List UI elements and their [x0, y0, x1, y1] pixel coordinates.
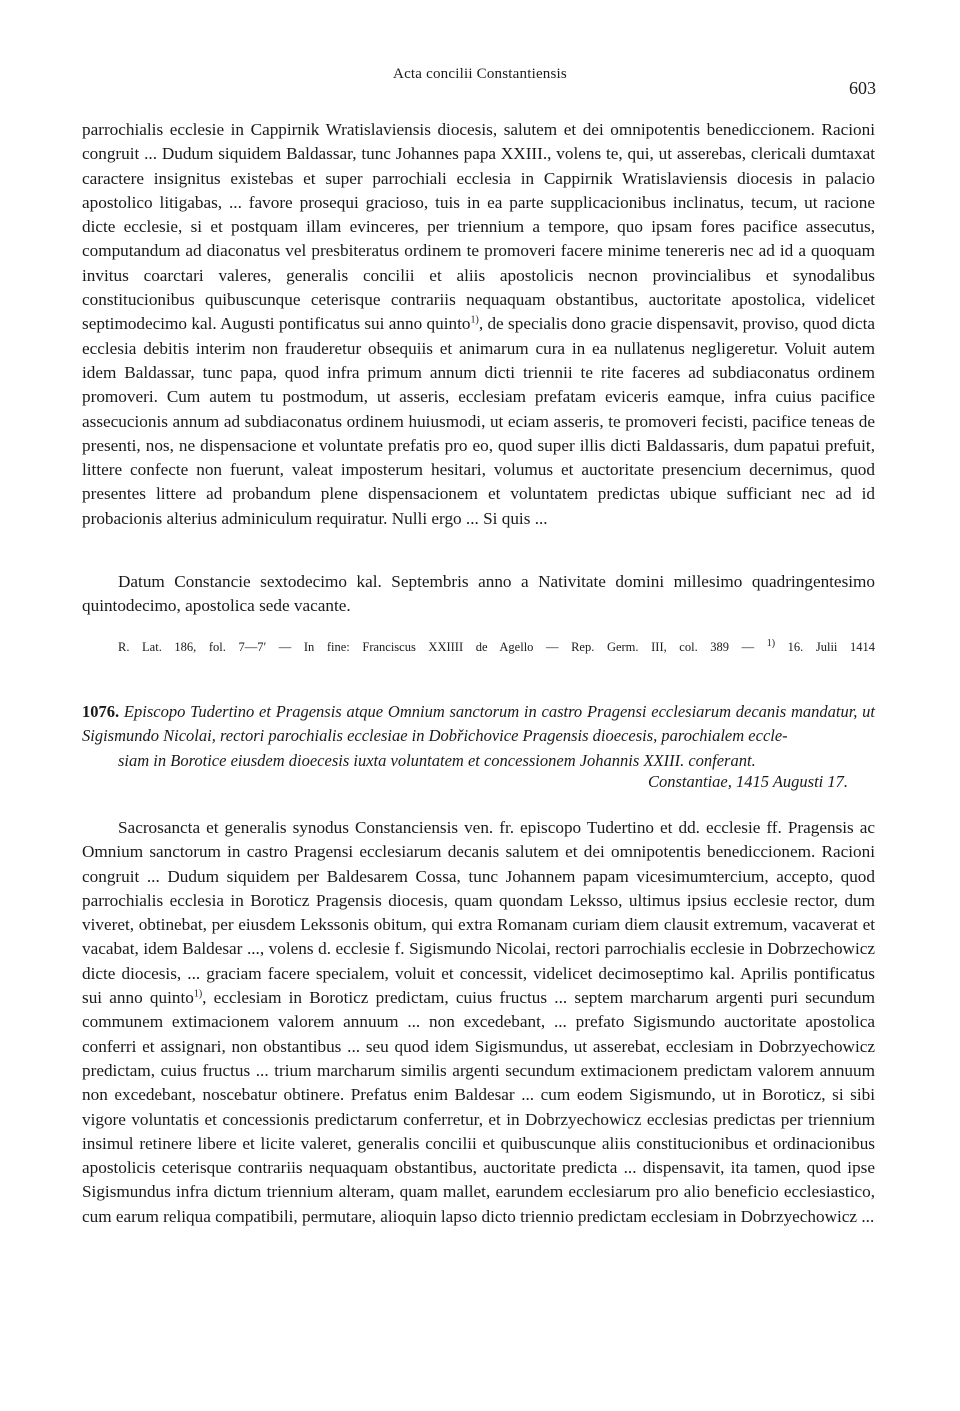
page-number: 603 — [849, 78, 876, 98]
document-regest: Episcopo Tudertino et Pragensis atque Omnium sanctorum in castro Pragensi ecclesiarum decanis mandatur, ut Sigismundo Nicolai, rectori parochialis ecclesiae in Dobřichovice Pragensis dioecesis, parochialem eccle- — [82, 702, 876, 746]
paragraph-text: , ecclesiam in Boroticz predictam, cuius fructus ... septem marcharum argenti puri secundum communem extimacionem valorem annuum ... non excedebant, ... prefato Sigismundo auctoritate apostolica conferri et assignari, non obstantibus ... seu quod idem Sigismundus, ut asserebat, ecclesiam in Dobrzyechowicz predictam, cuius fructus ... trium marcharum similis argenti secundum extimacionem predictam valorem annuum non excedebant, noscebatur obtinere. Prefatus enim Baldesar ... cum eodem Sigismundo, ut in Boroticz, si sibi vigore voluntatis et concessionis predictarum conferretur, et in Dobrzyechowicz ecclesias predictas per triennium insimul retinere libere et licite valeret, generalis concilii et quibuscunque aliis constitucionibus et ordinacionibus apostolicis ceterisque contrariis nequaquam obstantibus, auctoritate predicta ... dispensavit, ita tamen, quod ipse Sigismundus infra dictum triennium alteram, quam mallet, earundem ecclesiarum pro alio beneficio ecclesiastico, cum earum reliqua compatibili, permutare, alioquin lapso dicto triennio predictam ecclesiam in Dobrzyechowicz ... — [82, 988, 875, 1226]
paragraph-text: parrochialis ecclesie in Cappirnik Wratislaviensis diocesis, salutem et dei omnipotentis benediccionem. Racioni congruit ... Dudum siquidem Baldassar, tunc Johannes papa XXIII., volens te, qui, ut asserebas, clericali dumtaxat caractere insignitus existebas et super parrochiali ecclesia in Cappirnik Wratislaviensis diocesis in palacio apostolico litigabas, ... favore prosequi gracioso, tuis in ea parte supplicacionibus inclinatus, tecum, ut racione dicte ecclesie, si et postquam illam evinceres, per triennium a tempore, quo ipsam fores pacifice assecutus, computandum ad diaconatus vel presbiteratus ordinem te promoveri facere minime tenereris nec ad id a quoquam invitus coarctari valeres, generalis concilii et aliis apostolicis necnon provincialibus et synodalibus constitucionibus quibuscunque ceterisque contrariis nequaquam obstantibus, auctoritate apostolica, videlicet septimodecimo kal. Augusti pontificatus sui anno quinto — [82, 120, 875, 334]
running-title: Acta concilii Constantiensis — [393, 66, 567, 82]
footnote-reference: 1) — [470, 314, 479, 326]
document-text — [82, 816, 875, 1229]
document-date: Constantiae, 1415 Augusti 17. — [648, 772, 848, 791]
dating-clause: Datum Constancie sextodecimo kal. Septembris anno a Nativitate domini millesimo quadringentesimo quintodecimo, apostolica sede vacante. — [82, 572, 875, 616]
document-number: 1076. — [82, 702, 120, 721]
source-note-text: R. Lat. 186, fol. 7—7′ — In fine: Franciscus XXIIII de Agello — Rep. Germ. III, col. 389 — — [118, 640, 767, 654]
document-regest-last-line: siam in Borotice eiusdem dioecesis iuxta voluntatem et concessionem Johannis XXIII. conferant. — [118, 750, 756, 770]
footnote-reference: 1) — [193, 988, 203, 1000]
paragraph-text: , de specialis dono gracie dispensavit, proviso, quod dicta ecclesia debitis interim non frauderetur obsequiis et animarum cura in ea nullatenus negligeretur. Voluit autem idem Baldassar, tunc papa, quod infra primum annum dicti triennii te rite faceres ad subdiaconatus ordinem promoveri. Cum autem tu postmodum, ut asseris, ecclesiam prefatam eviceris eamque, infra cuius pacifice assecucionis annum ad subdiaconatus ordinem huiusmodi, ut eciam asseris, te promoveri fecisti, pacifice teneas de presenti, nos, ne dispensacione et voluntate prefatis pro eo, quod super illis dicti Baldassaris, dum papatui prefuit, littere confecte non fuerunt, valeat imposterum hesitari, volumus et auctoritate presencium decernimus, quod presentes littere ad probandum plene dispensacionem et voluntatem predictas ubique sufficiant nec ad id probacionis alterius adminiculum requiratur. Nulli ergo ... Si quis ... — [82, 314, 875, 528]
source-note-text: 16. Julii 1414 — [775, 640, 875, 654]
document-heading — [82, 700, 875, 773]
source-note — [118, 637, 875, 655]
paragraph-text: Sacrosancta et generalis synodus Constanciensis ven. fr. episcopo Tudertino et dd. ecclesie ff. Pragensis ac Omnium sanctorum in castro Pragensi ecclesiarum decanis salutem et dei omnipotentis benediccionem. Racioni congruit ... Dudum siquidem per Baldesarem Cossa, tunc Johannem papam vicesimumtercium, accepto, quod parrochialis ecclesia in Boroticz Pragensis diocesis, quam quondam Leksso, ultimus ipsius ecclesie rector, dum viveret, obtinebat, per eiusdem Lekssonis obitum, qui extra Romanam curiam diem clausit extremum, vacaverat et vacabat, idem Baldesar ..., volens d. ecclesie f. Sigismundo Nicolai, rectori parrochialis ecclesie in Dobrzechowicz dicte diocesis, ... graciam facere specialem, voluit et concessit, videlicet decimoseptimo kal. Aprilis pontificatus sui anno quinto — [82, 818, 875, 1008]
footnote-reference: 1) — [766, 637, 776, 649]
paragraph-continuation — [82, 118, 875, 531]
